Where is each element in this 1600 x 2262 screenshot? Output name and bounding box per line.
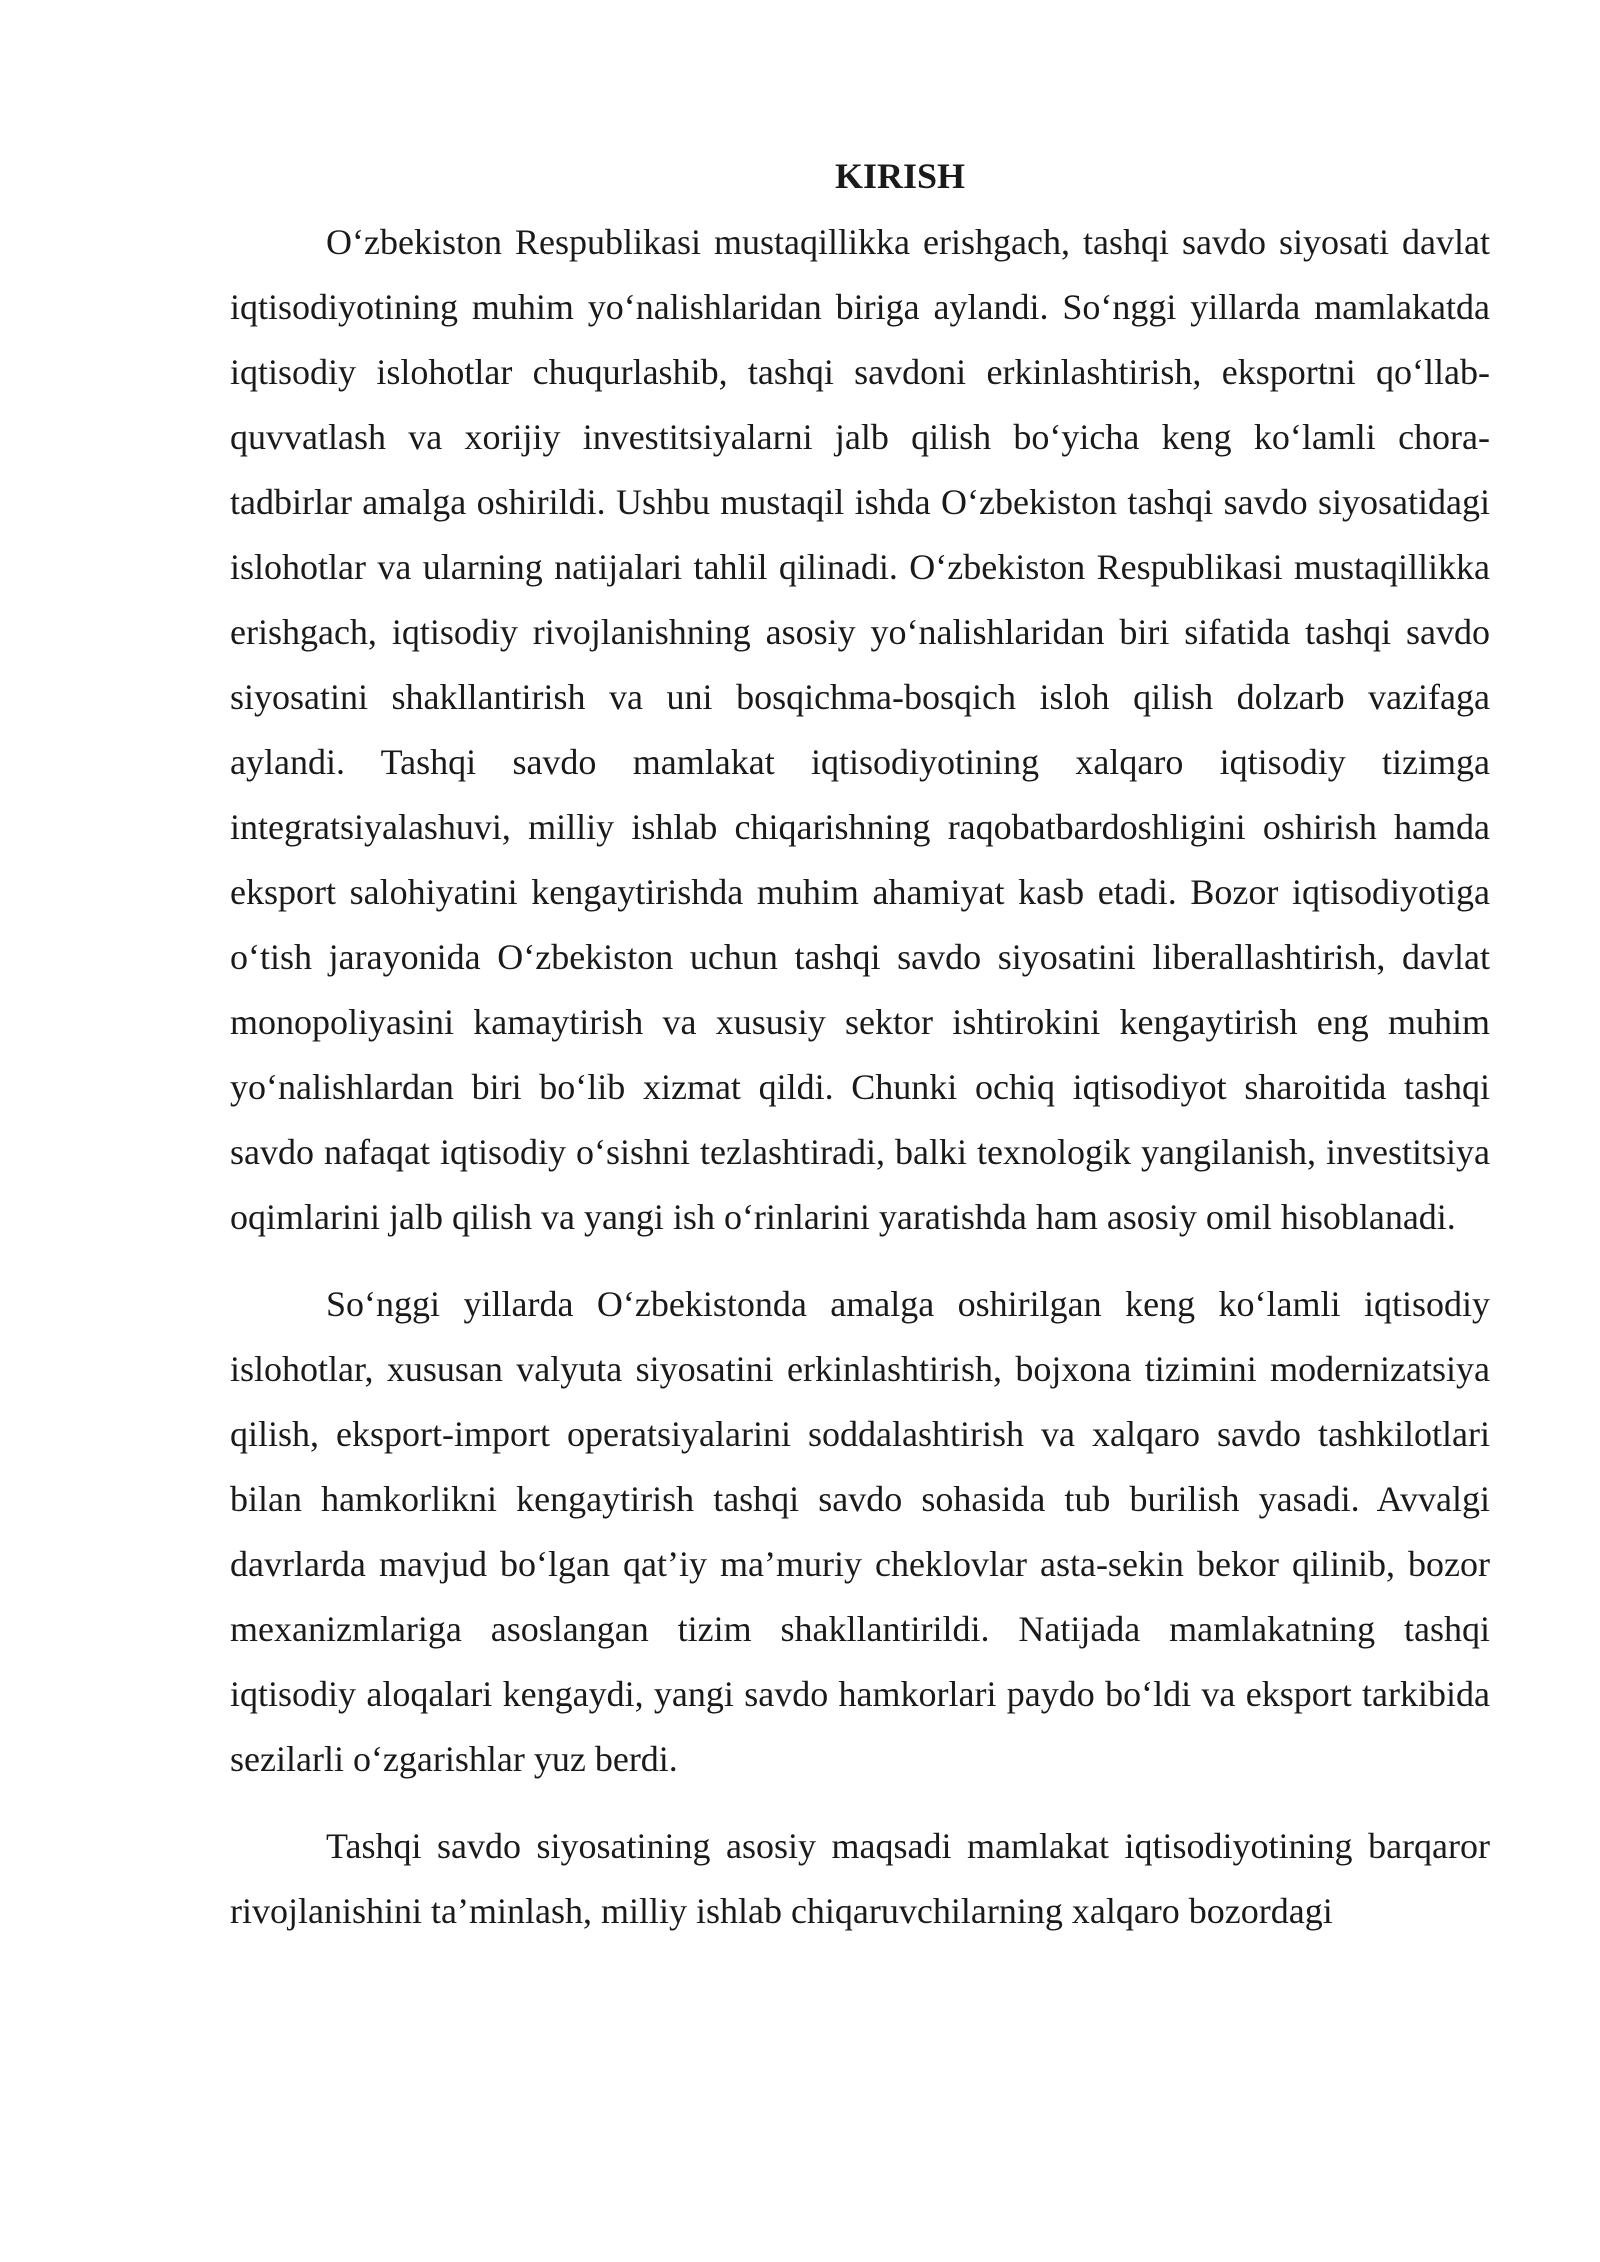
paragraph-1: O‘zbekiston Respublikasi mustaqillikka erishgach, tashqi savdo siyosati davlat iqtisodiyotining muhim yo‘nalishlaridan biriga aylandi. So‘nggi yillarda mamlakatda iqtisodiy islohotlar chuqurlashib, tashqi savdoni erkinlashtirish, eksportni qo‘llab-quvvatlash va xorijiy investitsiyalarni jalb qilish bo‘yicha keng ko‘lamli chora-tadbirlar amalga oshirildi. Ushbu mustaqil ishda O‘zbekiston tashqi savdo siyosatidagi islohotlar va ularning natijalari tahlil qilinadi. O‘zbekiston Respublikasi mustaqillikka erishgach, iqtisodiy rivojlanishning asosiy yo‘nalishlaridan biri sifatida tashqi savdo siyosatini shakllantirish va uni bosqichma-bosqich isloh qilish dolzarb vazifaga aylandi. Tashqi savdo mamlakat iqtisodiyotining xalqaro iqtisodiy tizimga integratsiyalashuvi, milliy ishlab chiqarishning raqobatbardoshligini oshirish hamda eksport salohiyatini kengaytirishda muhim ahamiyat kasb etadi. Bozor iqtisodiyotiga o‘tish jarayonida O‘zbekiston uchun tashqi savdo siyosatini liberallashtirish, davlat monopoliyasini kamaytirish va xususiy sektor ishtirokini kengaytirish eng muhim yo‘nalishlardan biri bo‘lib xizmat qildi. Chunki ochiq iqtisodiyot sharoitida tashqi savdo nafaqat iqtisodiy o‘sishni tezlashtiradi, balki texnologik yangilanish, investitsiya oqimlarini jalb qilish va yangi ish o‘rinlarini yaratishda ham asosiy omil hisoblanadi. (230, 222, 1490, 1237)
paragraph-3: Tashqi savdo siyosatining asosiy maqsadi mamlakat iqtisodiyotining barqaror rivojlanishini ta’minlash, milliy ishlab chiqaruvchilarning xalqaro bozordagi (230, 1826, 1490, 1931)
section-title: KIRISH (834, 156, 966, 196)
document-body (230, 150, 1490, 1966)
paragraph-2: So‘nggi yillarda O‘zbekistonda amalga oshirilgan keng ko‘lamli iqtisodiy islohotlar, xususan valyuta siyosatini erkinlashtirish, bojxona tizimini modernizatsiya qilish, eksport-import operatsiyalarini soddalashtirish va xalqaro savdo tashkilotlari bilan hamkorlikni kengaytirish tashqi savdo sohasida tub burilish yasadi. Avvalgi davrlarda mavjud bo‘lgan qat’iy ma’muriy cheklovlar asta-sekin bekor qilinib, bozor mexanizmlariga asoslangan tizim shakllantirildi. Natijada mamlakatning tashqi iqtisodiy aloqalari kengaydi, yangi savdo hamkorlari paydo bo‘ldi va eksport tarkibida sezilarli o‘zgarishlar yuz berdi. (230, 1284, 1490, 1779)
